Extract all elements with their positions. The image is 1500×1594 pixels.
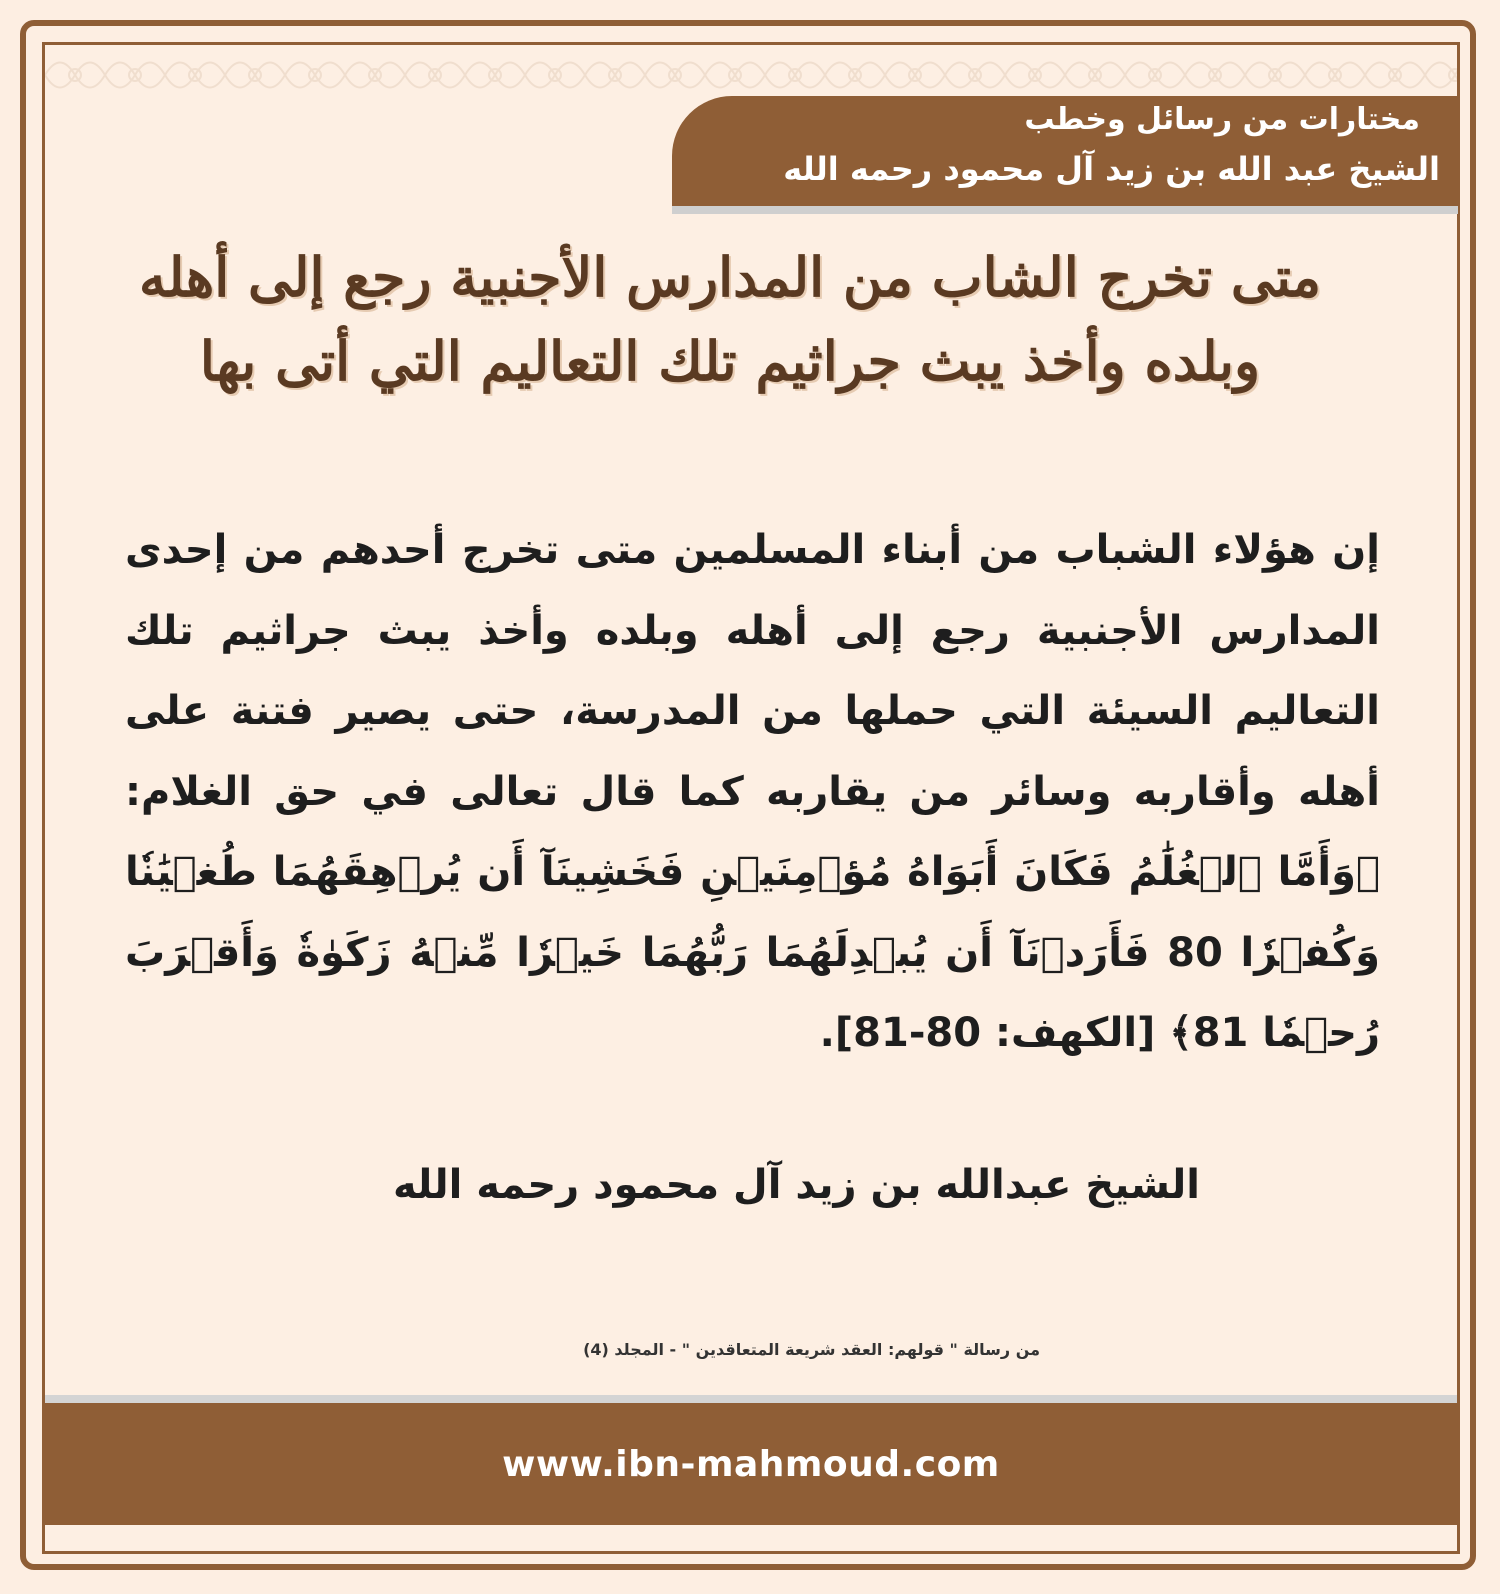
website-link[interactable]: www.ibn-mahmoud.com <box>502 1443 1000 1485</box>
footer-divider <box>45 1395 1457 1403</box>
article-body: إن هؤلاء الشباب من أبناء المسلمين متى تخرج أحدهم من إحدى المدارس الأجنبية رجع إلى أهله وبلده وأخذ يبث جراثيم تلك التعاليم السيئة التي حملها من المدرسة، حتى يصير فتنة على أهله وأقاربه وسائر من يقاربه كما قال تعالى في حق الغلام: ﴿وَأَمَّا ٱلۡغُلَٰمُ فَكَانَ أَبَوَاهُ مُؤۡمِنَيۡنِ فَخَشِينَآ أَن يُرۡهِقَهُمَا طُغۡيَٰنٗا وَكُفۡرٗا 80 فَأَرَدۡنَآ أَن يُبۡدِلَهُمَا رَبُّهُمَا خَيۡرٗا مِّنۡهُ زَكَوٰةٗ وَأَقۡرَبَ رُحۡمٗا 81﴾ [الكهف: 80-81]. <box>125 527 1380 1056</box>
article-title: متى تخرج الشاب من المدارس الأجنبية رجع إلى أهله وبلده وأخذ يبث جراثيم تلك التعاليم التي أتى بها <box>138 245 1322 393</box>
series-title: مختارات من رسائل وخطب <box>1024 102 1420 137</box>
footer-band <box>45 1403 1457 1525</box>
author-signature: الشيخ عبدالله بن زيد آل محمود رحمه الله <box>393 1162 1200 1208</box>
source-citation: من رسالة " قولهم: العقد شريعة المتعاقدين " - المجلد (4) <box>583 1340 1040 1359</box>
author-header: الشيخ عبد الله بن زيد آل محمود رحمه الله <box>783 150 1440 188</box>
